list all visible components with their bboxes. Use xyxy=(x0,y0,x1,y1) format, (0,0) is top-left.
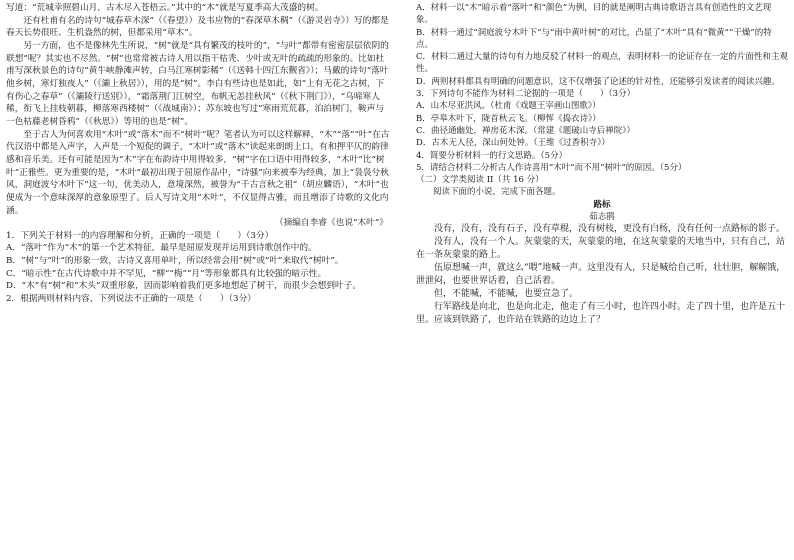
story-author: 茹志鹃 xyxy=(589,212,615,223)
question-2-option-c: C．材料二通过大量的诗句有力地反驳了材料一的观点，表明材料一的论证存在一定的片面性和主观性。 xyxy=(416,52,789,75)
right-column xyxy=(416,2,788,327)
question-2-option-d: D．两则材料都具有明确的问题意识，这不仅增强了论述的针对性，还能够引发读者的阅读兴趣。 xyxy=(416,76,780,87)
question-2-stem: 2．根据两则材料内容，下列说法不正确的一项是（ ）（3分） xyxy=(6,294,256,305)
question-1-options xyxy=(6,242,390,293)
passage-paragraph: 还有杜甫有名的诗句“城春草木深”（《春望》）及韦应物的“春深草木稠”（《游灵岩寺》）写的都是春天长势很旺、生机盎然的树，但都采用“草木”。 xyxy=(6,15,389,39)
story-paragraph: 没有，没有，没有石子，没有草棍，没有树枝，更没有白杨，没有任何一点路标的影子。 xyxy=(434,224,786,235)
story-body xyxy=(416,223,788,326)
question-1-option-c: C．“暗示性”在古代诗歌中并不罕见，“柳”“梅”“月”等形象都具有比较强的暗示性。 xyxy=(6,268,327,279)
question-3-option-c: C．曲径通幽处，禅房花木深。（常建《题破山寺后禅院》） xyxy=(416,125,636,136)
question-3-option-a: A．山木尽亚洪风。（杜甫《戏题王宰画山图歌》） xyxy=(416,101,601,112)
story-title: 路标 xyxy=(593,199,611,210)
question-2-option-b: B．材料一通过“洞庭波兮木叶下”与“雨中黄叶树”的对比，凸显了“木叶”具有“微黄”“干燥”的特点。 xyxy=(416,27,772,50)
question-1-option-b: B．“树”与“叶”的形象一致，古诗又喜用单叶，所以经常会用“树”或“叶”来取代“树叶”。 xyxy=(6,256,344,267)
left-column xyxy=(6,2,390,306)
question-5: 5．请结合材料二分析古人作诗喜用“木叶”而不用“树叶”的原因。（5分） xyxy=(416,162,687,173)
question-4: 4．简要分析材料一的行文思路。（5分） xyxy=(416,150,568,161)
question-1-stem: 1．下列关于材料一的内容理解和分析，正确的一项是（ ）（3分） xyxy=(6,230,274,241)
section-instruction: 阅读下面的小说，完成下面各题。 xyxy=(433,187,561,198)
question-3-stem: 3．下列诗句不能作为材料二论据的一项是（ ）（3分） xyxy=(416,89,636,100)
section-heading: （二）文学类阅读 II（共 16 分） xyxy=(416,175,544,186)
passage-citation: （摘编自李睿《也说“木叶”》 xyxy=(274,218,388,229)
story-paragraph: 但，不能喊，不能喊，也要宣急了。 xyxy=(434,288,579,299)
story-paragraph: 没有人，没有一个人。灰蒙蒙的天，灰蒙蒙的地，在这灰蒙蒙的天地当中，只有自己，站在一条灰蒙蒙的路上。 xyxy=(416,237,786,261)
question-3-option-d: D．古木无人径，深山何处钟。（王维《过香积寺》） xyxy=(416,138,610,149)
story-paragraph: 行军路线是向北，也是向北走，他走了有三小时，也许四小时。走了四十里，也许是五十里。应该到铁路了，也许站在铁路的边边上了？ xyxy=(416,301,786,325)
passage-paragraph: 至于古人为何喜欢用“木叶”或“落木”而不“树叶”呢？笔者认为可以这样解释，“木”“落”“叶”在古代汉语中都是入声字，入声是一个短促的调子，“木叶”或“落木”读起来朗朗上口，有和押平仄的韵律感和音乐美。还有可能是因为“木”字在布韵诗中用得较多，“树”字在口语中用得较多，“木叶”比“树叶”正雅些。更为重要的是，“木叶”最初出现于屈原作品中，“诗骚”向来被奉为经典，加上“袅袅兮秋风，洞庭波兮木叶下”这一句，优美动人，意境深然，被誉为“千古言秋之祖”（胡应麟语），“木叶”也便成为一个意味深厚的意象原型了。后人写诗文用“木叶”，不仅显得古雅，而且增添了诗歌的文化内涵。 xyxy=(6,129,390,216)
question-3-options xyxy=(416,100,788,149)
story-paragraph: 伍原想喊一声，就这么“喂”地喊一声。这里没有人，只是喊给自己听，壮壮胆，解解饿，泄泄闷，也要世界话着，自己活着。 xyxy=(416,263,786,286)
question-2-options xyxy=(416,2,788,88)
question-1-option-a: A．“落叶”作为“木”的第一个艺术特征，最早是屈原发现并运用到诗歌创作中的。 xyxy=(6,243,317,254)
passage-paragraph: 另一方面，也不是像林先生所说，“树”就是“具有繁茂的枝叶的”，“与叶”都带有密密层层依阴的联想”呢？其实也不尽然。“树”也常常被古诗人用以指干枯秃、少叶或无叶的疏疏的形象的。比如杜甫写深秋景色的诗句“黄牛峡静滩声转，白马江寒树影稀”（《送韩十四江东觐省》）；马戴的诗句“落叶他乡树，寒灯独夜人”（《灞上秋居》），用的是“树”。李白有些诗也是如此，如“上有无花之古树，下有伤心之春草”（《灞陵行送别》），“霜落荆门江树空，布帆无恙挂秋风”（《秋下荆门》），“乌啼寒人稀，衔飞上挂枝朝暮，柳落寒西楼树”（《战城南》）；苏东坡也写过“寒雨荒荒暮，泊泊树门，鞍声与一色枯藤老树昏鸦”（《秋思》）等用的也是“树”。 xyxy=(6,40,389,127)
question-3-option-b: B．亭皋木叶下，陇首秋云飞。（柳恽《捣衣诗》） xyxy=(416,113,601,124)
question-1-option-d: D．“木”有“树”和“木头”双重形象，因而影响着我们更多地想起了树干，而很少会想到叶子。 xyxy=(6,281,362,292)
question-2-option-a: A．材料一以“木”暗示着“落叶”和“颜色”为例，目的就是阐明古典诗歌语言具有创造性的文艺现象。 xyxy=(416,3,772,26)
passage-paragraph: 写道：“荒城幸照碧山月，古木尽入苍梧云。”其中的“木”就是写夏季高大茂盛的树。 xyxy=(6,3,324,13)
